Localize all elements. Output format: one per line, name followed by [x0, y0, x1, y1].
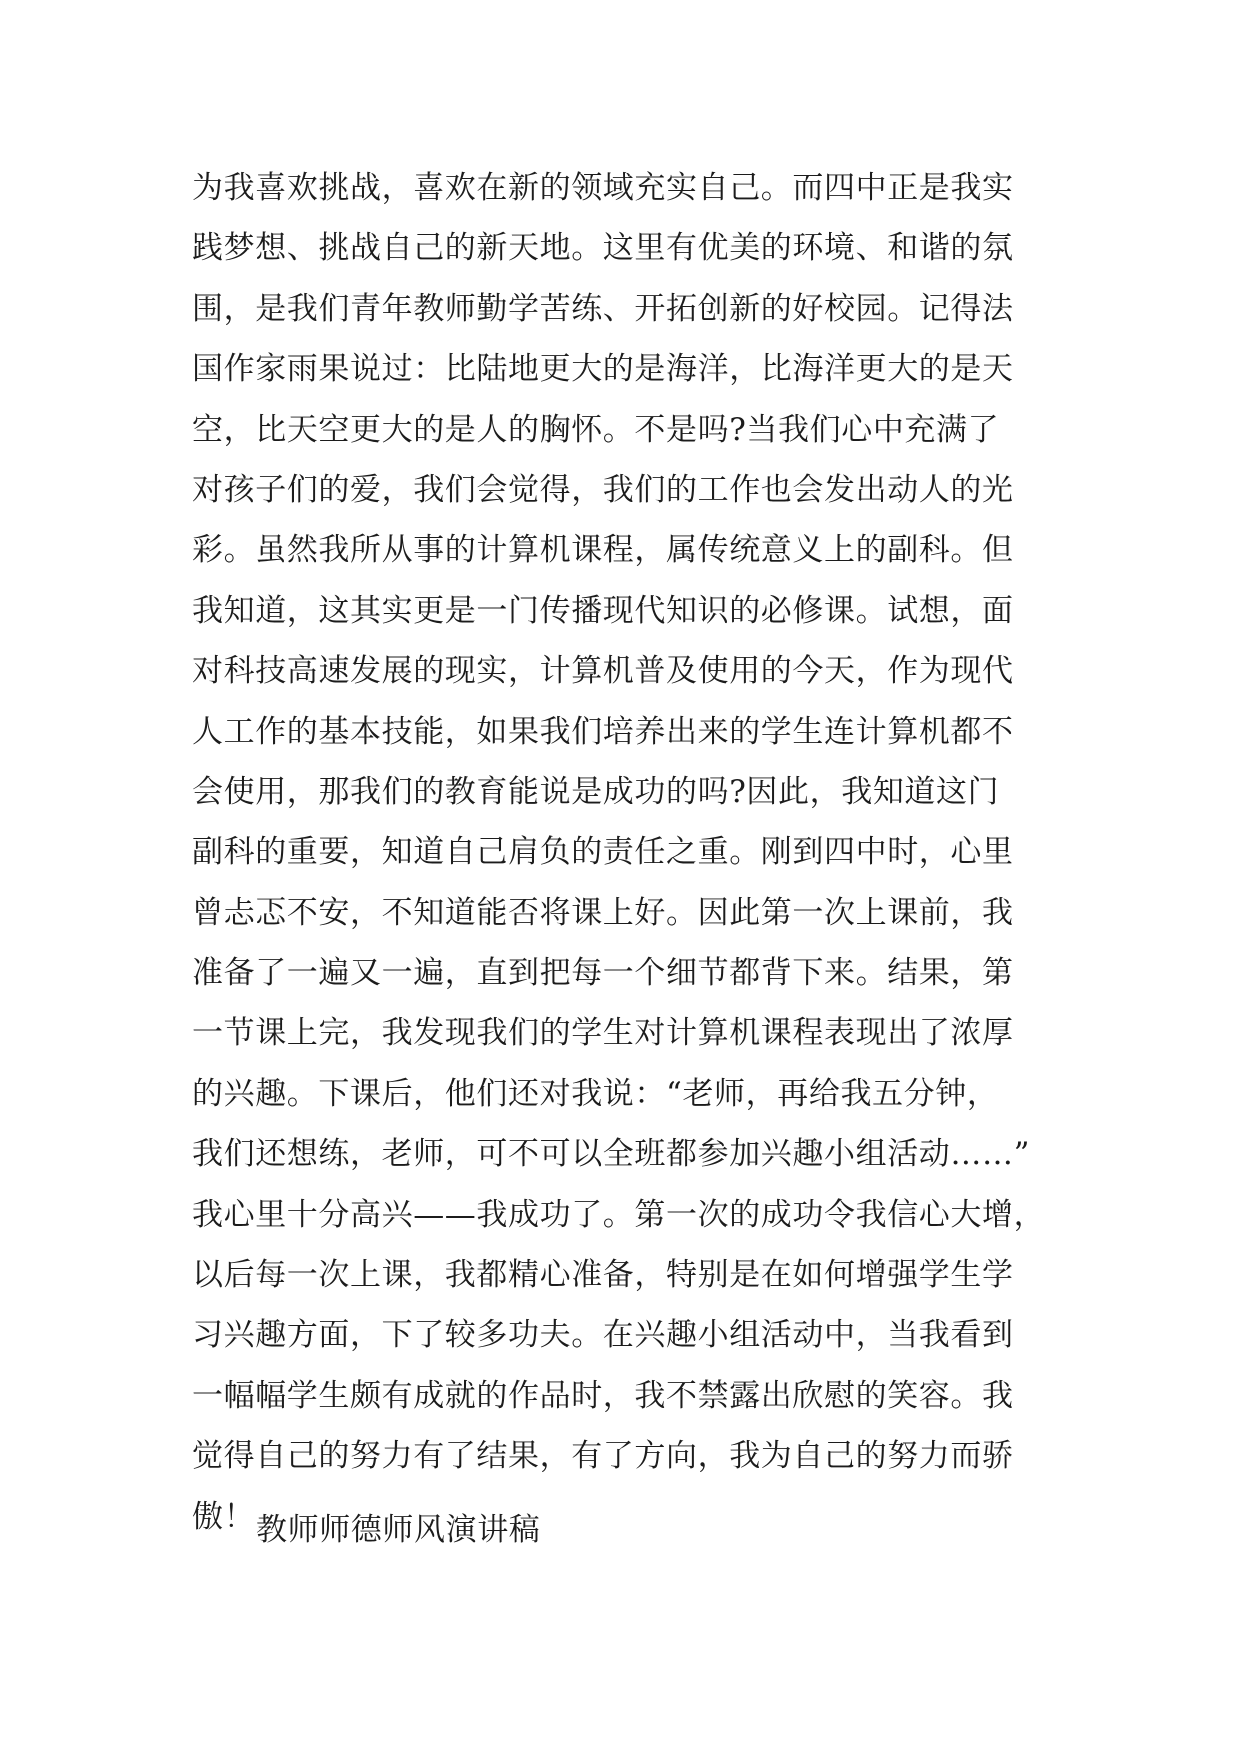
paragraph-line: 一节课上完，我发现我们的学生对计算机课程表现出了浓厚: [192, 1015, 1014, 1052]
paragraph-line: 为我喜欢挑战，喜欢在新的领域充实自己。而四中正是我实: [192, 170, 1014, 206]
paragraph-line: 人工作的基本技能，如果我们培养出来的学生连计算机都不: [192, 713, 1014, 750]
paragraph-line: 我知道，这其实更是一门传播现代知识的必修课。试想，面: [192, 592, 1014, 629]
paragraph-line: 围，是我们青年教师勤学苦练、开拓创新的好校园。记得法: [192, 290, 1014, 327]
paragraph-line: 曾忐忑不安，不知道能否将课上好。因此第一次上课前，我: [192, 894, 1014, 931]
paragraph-line: 的兴趣。下课后，他们还对我说：“老师，再给我五分钟，: [192, 1075, 999, 1112]
speech-paragraph: [192, 158, 1072, 1547]
paragraph-line: 副科的重要，知道自己肩负的责任之重。刚到四中时，心里: [192, 834, 1014, 871]
paragraph-line: 以后每一次上课，我都精心准备，特别是在如何增强学生学: [192, 1257, 1014, 1294]
paragraph-line: 我心里十分高兴——我成功了。第一次的成功令我信心大增，: [192, 1196, 1046, 1233]
speech-title: 教师师德师风演讲稿: [256, 1512, 541, 1548]
paragraph-line: 践梦想、挑战自己的新天地。这里有优美的环境、和谐的氛: [192, 230, 1014, 267]
paragraph-line: 一幅幅学生颇有成就的作品时，我不禁露出欣慰的笑容。我: [192, 1377, 1014, 1414]
paragraph-line: 觉得自己的努力有了结果，有了方向，我为自己的努力而骄: [192, 1438, 1014, 1475]
paragraph-line: 准备了一遍又一遍，直到把每一个细节都背下来。结果，第: [192, 955, 1014, 992]
paragraph-line: 对孩子们的爱，我们会觉得，我们的工作也会发出动人的光: [192, 471, 1014, 508]
paragraph-line: 傲！: [192, 1498, 256, 1535]
paragraph-line: 国作家雨果说过：比陆地更大的是海洋，比海洋更大的是天: [192, 351, 1014, 388]
paragraph-line: 我们还想练，老师，可不可以全班都参加兴趣小组活动……”: [192, 1136, 1031, 1173]
paragraph-line: 对科技高速发展的现实，计算机普及使用的今天，作为现代: [192, 653, 1014, 690]
paragraph-line: 习兴趣方面，下了较多功夫。在兴趣小组活动中，当我看到: [192, 1317, 1014, 1354]
paragraph-line: 彩。虽然我所从事的计算机课程，属传统意义上的副科。但: [192, 532, 1014, 569]
paragraph-line: 空，比天空更大的是人的胸怀。不是吗?当我们心中充满了: [192, 411, 1000, 448]
paragraph-line: 会使用，那我们的教育能说是成功的吗?因此，我知道这门: [192, 773, 1000, 810]
